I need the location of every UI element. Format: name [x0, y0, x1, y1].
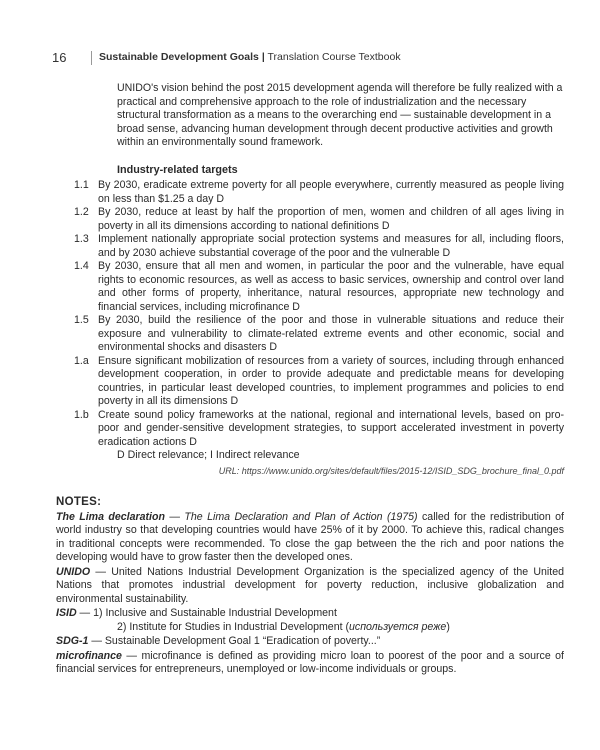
target-text: By 2030, build the resilience of the poor and those in vulnerable situations and reduce their exposure and vulnerability to climate-related extreme events and other economic, social and environmental shocks and disasters D: [98, 314, 564, 353]
target-number: 1.2: [74, 206, 89, 218]
note-text: — 1) Inclusive and Sustainable Industrial Development: [76, 607, 337, 619]
note-term: UNIDO: [56, 565, 91, 578]
target-number: 1.3: [74, 233, 89, 245]
target-text: Implement nationally appropriate social protection systems and measures for all, including floors, and by 2030 achieve substantial coverage of the poor and the vulnerable D: [98, 233, 564, 259]
note-text: — Sustainable Development Goal 1 “Eradication of poverty...”: [88, 635, 381, 647]
target-text: Ensure significant mobilization of resources from a variety of sources, including through enhanced development cooperation, in order to provide adequate and predictable means for developing countries, in particular least developed countries, to implement programmes and policies to end poverty in all its dimensions D: [98, 354, 564, 407]
note-isid: [56, 607, 564, 634]
note-unido: [56, 566, 564, 607]
note-text: — microfinance is defined as providing micro loan to poorest of the poor and a source of financial services for entrepreneurs, unemployed or low-income individuals or groups.: [56, 649, 564, 675]
relevance-legend: D Direct relevance; I Indirect relevance: [117, 449, 300, 461]
target-text: By 2030, eradicate extreme poverty for all people everywhere, currently measured as people living on less than $1.25 a day D: [98, 179, 564, 205]
page-body: [56, 82, 564, 677]
intro-paragraph: UNIDO's vision behind the post 2015 development agenda will therefore be fully realized with a practical and comprehensive approach to the role of industrialization and the necessary structural transformation as a means to the overarching end — sustainable development in a broad sense, advancing human development through decent productive activities and growth within an environmentally sound framework.: [117, 82, 563, 148]
page-number: 16: [52, 50, 67, 65]
note-text: ): [446, 620, 450, 633]
target-number: 1.1: [74, 179, 89, 191]
note-isid-line2: [56, 621, 564, 635]
target-text: By 2030, reduce at least by half the proportion of men, women and children of all ages living in poverty in all its dimensions according to national definitions D: [98, 206, 564, 232]
note-microfinance: [56, 650, 564, 677]
note-text: — United Nations Industrial Development Organization is the specialized agency of the United Nations that promotes industrial development for poverty reduction, inclusive globalization and environmental sustainability.: [56, 565, 564, 605]
intro-paragraph-wrap: [56, 82, 564, 150]
note-text: 2) Institute for Studies in Industrial Development (: [117, 620, 349, 633]
note-text: called for the redistribution of world industry so that developing countries would have 25% of it by 2000. To achieve this, radical changes in traditional concepts were recommended. To close the gap between the the rich and poor nations the developing would have to grow faster then the developed ones.: [56, 510, 564, 563]
target-number: 1.4: [74, 260, 89, 272]
note-term: microfinance: [56, 649, 122, 662]
book-subtitle: Translation Course Textbook: [267, 51, 401, 63]
source-url: URL: https://www.unido.org/sites/default/files/2015-12/ISID_SDG_brochure_final_0.pdf: [218, 465, 564, 476]
targets-list: [56, 179, 564, 449]
target-item: [56, 206, 564, 233]
target-item: [56, 179, 564, 206]
notes-heading: NOTES:: [56, 496, 102, 508]
target-item: [56, 355, 564, 409]
target-item: [56, 409, 564, 450]
note-term: SDG-1: [56, 635, 89, 647]
note-sdg: [56, 635, 564, 649]
running-title: [99, 51, 401, 63]
header-divider: [91, 51, 92, 65]
target-item: [56, 260, 564, 314]
note-term: The Lima declaration: [56, 510, 165, 523]
running-header: [52, 50, 562, 68]
section-heading: Industry-related targets: [117, 163, 238, 176]
note-term: ISID: [56, 607, 77, 619]
title-separator: |: [261, 51, 265, 63]
target-text: By 2030, ensure that all men and women, in particular the poor and the vulnerable, have equal rights to economic resources, as well as access to basic services, ownership and control over land and other forms of property, inheritance, natural resources, appropriate new technology and financial services, including microfinance D: [98, 260, 564, 313]
target-item: [56, 233, 564, 260]
note-dash: —: [164, 510, 185, 523]
book-title: Sustainable Development Goals: [99, 51, 259, 63]
target-number: 1.a: [74, 354, 89, 367]
note-isid-line1: [56, 607, 564, 621]
target-item: [56, 314, 564, 355]
note-lima: [56, 511, 564, 565]
note-title-italic: The Lima Declaration and Plan of Action (1975): [184, 510, 418, 523]
note-text-italic: используется реже: [349, 620, 447, 633]
target-text: Create sound policy frameworks at the national, regional and international levels, based on pro-poor and gender-sensitive development strategies, to support accelerated investment in poverty eradication actions D: [98, 408, 564, 448]
target-number: 1.b: [74, 408, 89, 421]
target-number: 1.5: [74, 314, 89, 326]
